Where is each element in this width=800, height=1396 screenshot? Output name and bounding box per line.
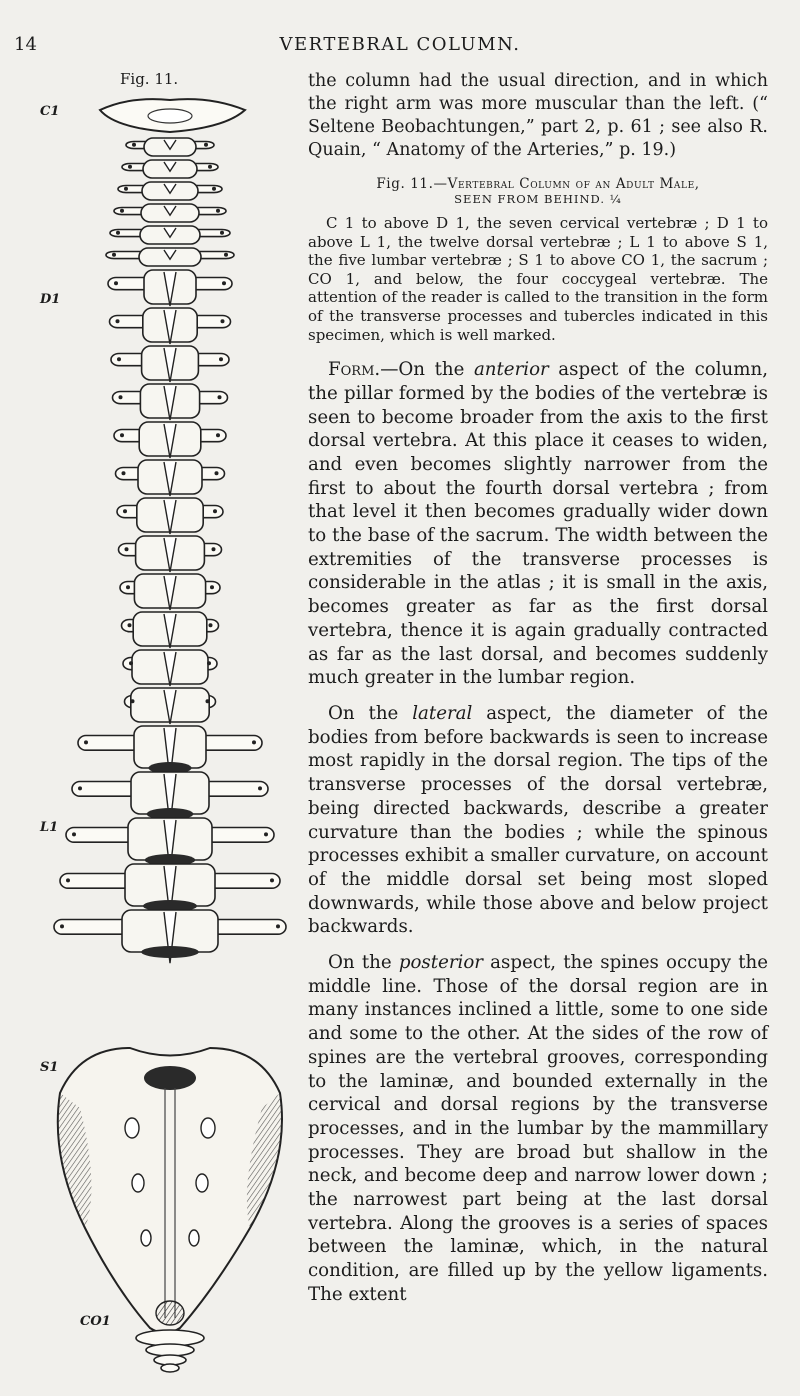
spine-illustration	[40, 88, 310, 1378]
running-head	[0, 34, 800, 58]
level-label-co1: CO1	[80, 1314, 111, 1329]
vertebra	[114, 204, 226, 222]
level-label-s1: S1	[40, 1060, 59, 1075]
vertebra	[122, 612, 219, 648]
figure-caption-title	[308, 176, 768, 192]
figure-label: Fig. 11.	[120, 70, 179, 88]
vertebra	[113, 384, 228, 420]
sacrum	[58, 1048, 282, 1333]
vertebra	[125, 688, 216, 724]
level-label-d1: D1	[40, 292, 61, 307]
atlas-vertebra	[100, 99, 245, 132]
lateral-emphasis: lateral	[412, 703, 473, 724]
figure-caption-subtitle	[308, 192, 768, 206]
page-number: 14	[14, 34, 37, 55]
lateral-pre: On the	[328, 703, 413, 724]
coccyx	[136, 1330, 204, 1372]
figure-caption-body: C 1 to above D 1, the seven cervical vertebræ ; D 1 to above L 1, the twelve dorsal vertebræ ; L 1 to above S 1, the five lumbar vertebræ ; S 1 to above CO 1, the sacrum ; CO 1, and below, the four coccygeal vertebræ. The attention of the reader is called to the transition in the form of the transverse processes and tubercles indicated in this specimen, which is well marked.	[308, 214, 768, 344]
vertebra	[54, 910, 286, 963]
form-rest: aspect of the column, the pillar formed by the bodies of the vertebræ is seen to become broader from the axis to the first dorsal vertebra. At this place it ceases to widen, and even becomes slightly narrower from the first to about the fourth dorsal vertebra ; from that level it then becomes gradually wider down to the base of the sacrum. The width between the extremities of the transverse processes is considerable in the atlas ; it is small in the axis, becomes greater as far as the first dorsal vertebra, thence it is again gradually contracted as far as the last dorsal, and becomes suddenly much greater in the lumbar region.	[308, 359, 768, 689]
caption-scale: ¼	[609, 192, 622, 206]
caption-title-text: Vertebral Column of an Adult Male,	[447, 176, 700, 192]
vertebra	[122, 160, 218, 178]
posterior-emphasis: posterior	[398, 952, 483, 974]
posterior-rest: aspect, the spines occupy the middle line. Those of the dorsal region are in many instances inclined a little, some to one side and some to the other. At the sides of the row of spines are the vertebral grooves, corresponding to the laminæ, and bounded externally in the cervical and dorsal regions by the transverse processes, and in the lumbar by the mammillary processes. They are broad but shallow in the neck, and become deep and narrow lower down ; the narrowest part being at the last dorsal vertebra. Along the grooves is a series of spaces between the laminæ, which, in the natural condition, are filled up by the yellow ligaments. The extent	[308, 952, 768, 1305]
vertebra	[110, 308, 231, 344]
caption-fig-ref: Fig. 11.—	[376, 176, 448, 192]
intro-paragraph: the column had the usual direction, and in which the right arm was more muscular than the left. (“ Seltene Beobachtungen,” part 2, p. 61 ; see also R. Quain, “ Anatomy of the Arteries,” p. 19.)	[308, 71, 768, 160]
vertebrae-group	[54, 138, 286, 963]
vertebra	[110, 226, 230, 244]
vertebra	[114, 422, 226, 458]
vertebra	[117, 498, 223, 534]
vertebra	[120, 574, 220, 610]
vertebra	[123, 650, 217, 686]
vertebra	[108, 270, 232, 306]
caption-subtitle-text: SEEN FROM BEHIND.	[454, 192, 605, 206]
vertebra	[116, 460, 225, 496]
posterior-pre: On the	[328, 952, 399, 974]
vertebra	[106, 248, 234, 266]
text-column	[308, 70, 768, 1307]
form-heading: Form.	[328, 359, 381, 381]
level-label-l1: L1	[40, 820, 59, 835]
posterior-paragraph	[308, 951, 768, 1307]
vertebra	[118, 182, 222, 200]
vertebra	[111, 346, 229, 382]
lateral-paragraph	[308, 702, 768, 939]
level-label-c1: C1	[40, 104, 60, 119]
vertebra	[119, 536, 222, 572]
lateral-rest: aspect, the diameter of the bodies from before backwards is seen to increase most rapidly in the dorsal region. The tips of the transverse processes of the dorsal vertebræ, being directed backwards, describe a greater curvature than the bodies ; while the spinous processes exhibit a smaller curvature, on account of the middle dorsal set being most sloped downwards, while those above and below project backwards.	[308, 703, 768, 938]
form-emphasis: anterior	[473, 359, 549, 381]
spine-figure	[40, 64, 310, 1374]
form-dash: —On the	[380, 359, 474, 381]
vertebra	[126, 138, 214, 156]
running-title: VERTEBRAL COLUMN.	[279, 34, 521, 55]
form-paragraph	[308, 358, 768, 690]
